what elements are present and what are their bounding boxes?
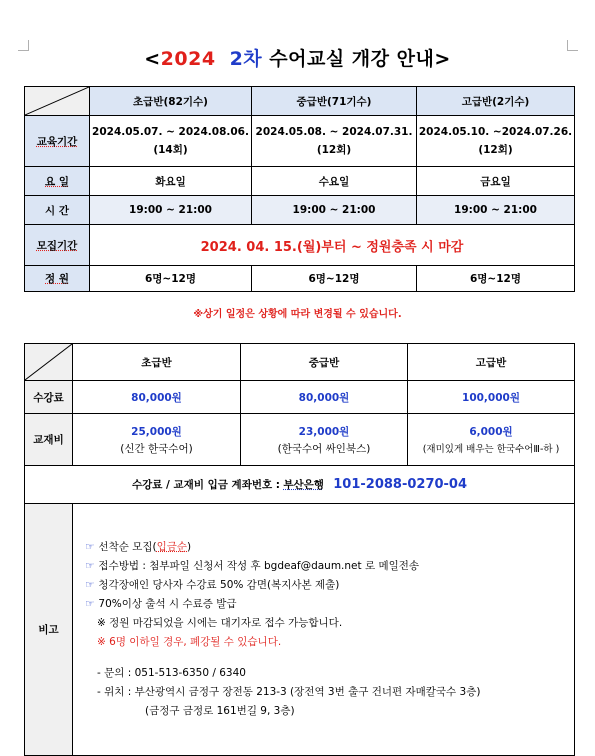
fees-table [24,343,575,756]
title-year: 2024 [160,48,216,70]
pointing-hand-icon: ☞ [85,541,95,553]
title-round: 2차 [229,48,263,70]
title-rest: 수어교실 개강 안내 [269,48,435,70]
period-count: (12회) [478,143,513,156]
material-price: 6,000원 [469,426,513,438]
table-corner-diagonal [25,87,90,116]
row-label-period: 교육기간 [25,116,90,167]
period-advanced [417,116,575,167]
material-price: 25,000원 [131,425,182,438]
period-intermediate [252,116,417,167]
row-label-capacity: 정 원 [25,266,90,292]
remarks-content [73,504,575,756]
materials-advanced [408,414,575,466]
material-price: 23,000원 [298,425,350,438]
account-bank: 부산은행 [283,479,324,491]
contact-info: - 문의 : 051-513-6350 / 6340 [97,667,246,679]
account-info [25,466,575,504]
materials-beginner [73,414,241,466]
title-open: < [144,48,161,70]
tuition-advanced: 100,000원 [408,381,575,414]
page-title [0,44,595,71]
row-label-materials: 교재비 [25,414,73,466]
tuition-intermediate: 80,000원 [241,381,408,414]
account-number: 101-2088-0270-04 [333,477,468,492]
period-dates: 2024.05.07. ~ 2024.08.06. [92,125,249,138]
recruit-period: 2024. 04. 15.(월)부터 ~ 정원충족 시 마감 [90,225,575,266]
period-dates: 2024.05.10. ~2024.07.26. [418,125,573,138]
day-beginner: 화요일 [90,167,252,196]
row-label-day: 요 일 [25,167,90,196]
remark-item: ☞ 청각장애인 당사자 수강료 50% 감면(복지사본 제출) [85,579,340,591]
row-label-tuition: 수강료 [25,381,73,414]
fee-header-advanced: 고급반 [408,344,575,381]
day-intermediate: 수요일 [252,167,417,196]
schedule-table [24,86,575,292]
period-count: (12회) [316,143,352,156]
location-info-2: (금정구 금정로 161번길 9, 3층) [145,705,295,717]
table-corner-diagonal [25,344,73,381]
account-prefix: 수강료 / 교재비 입금 계좌번호 : [131,479,280,491]
row-label-time: 시 간 [25,196,90,225]
day-advanced: 금요일 [417,167,575,196]
fee-header-intermediate: 중급반 [241,344,408,381]
capacity-intermediate: 6명~12명 [252,266,417,292]
material-book: (재미있게 배우는 한국수어Ⅲ-하 ) [422,444,560,455]
material-book: (한국수어 싸인북스) [277,442,371,455]
column-header-advanced: 고급반(2기수) [417,87,575,116]
period-dates: 2024.05.08. ~ 2024.07.31. [255,125,413,138]
location-info: - 위치 : 부산광역시 금정구 장전동 213-3 (장전역 3번 출구 건너편 자매칼국수 3층) [97,686,481,698]
period-count: (14회) [153,143,188,156]
tuition-beginner: 80,000원 [73,381,241,414]
row-label-recruit: 모집기간 [25,225,90,266]
pointing-hand-icon: ☞ [85,579,95,591]
time-intermediate: 19:00 ~ 21:00 [252,196,417,225]
capacity-advanced: 6명~12명 [417,266,575,292]
row-label-remarks: 비고 [25,504,73,756]
capacity-beginner: 6명~12명 [90,266,252,292]
column-header-intermediate: 중급반(71기수) [252,87,417,116]
material-book: (신간 한국수어) [120,442,193,455]
fee-header-beginner: 초급반 [73,344,241,381]
title-close: > [434,48,451,70]
remark-item: ☞ 선착순 모집(입금순) [85,541,192,553]
schedule-change-note: ※상기 일정은 상황에 따라 변경될 수 있습니다. [193,309,402,320]
remark-item: ※ 정원 마감되었을 시에는 대기자로 접수 가능합니다. [97,617,343,629]
remark-item: ※ 6명 이하일 경우, 폐강될 수 있습니다. [97,636,282,648]
pointing-hand-icon: ☞ [85,598,95,610]
column-header-beginner: 초급반(82기수) [90,87,252,116]
remark-item: ☞ 접수방법 : 첨부파일 신청서 작성 후 bgdeaf@daum.net 로 메일전송 [85,560,420,572]
materials-intermediate [241,414,408,466]
period-beginner [90,116,252,167]
remark-item: ☞ 70%이상 출석 시 수료증 발급 [85,598,237,610]
pointing-hand-icon: ☞ [85,560,95,572]
time-beginner: 19:00 ~ 21:00 [90,196,252,225]
time-advanced: 19:00 ~ 21:00 [417,196,575,225]
